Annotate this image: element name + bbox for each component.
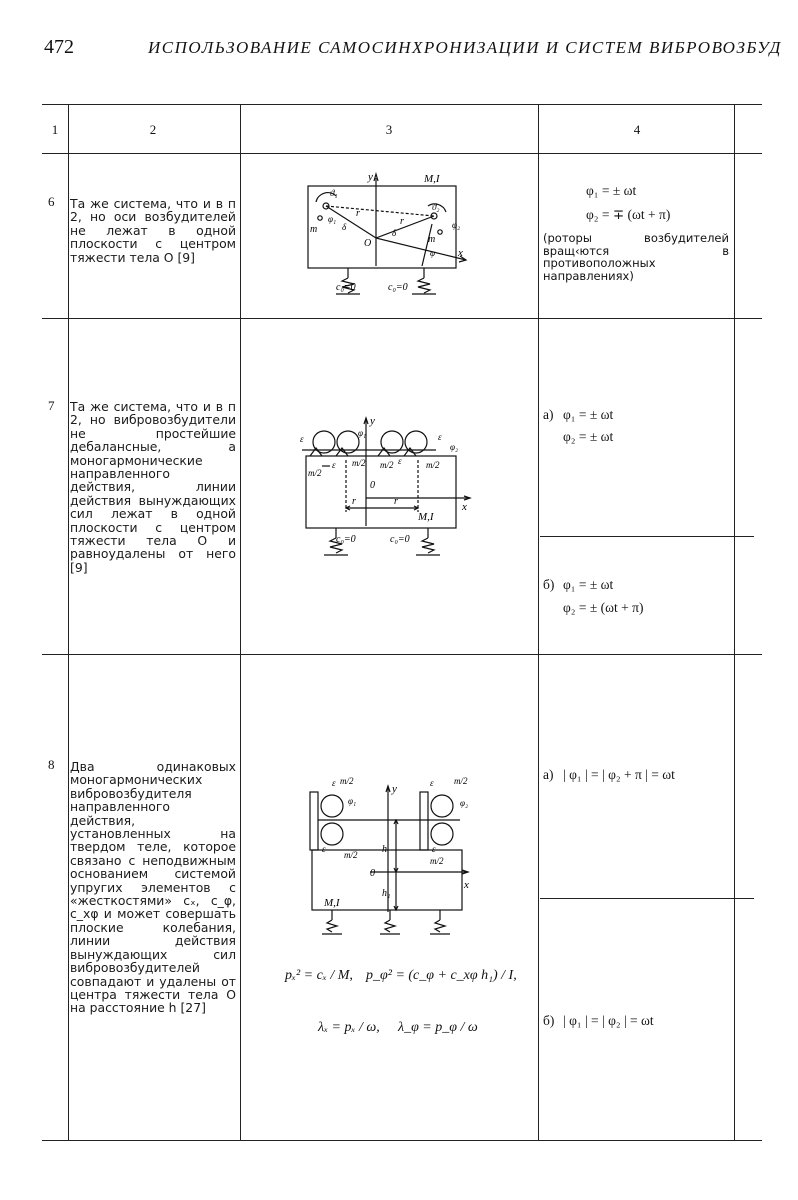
row-8-description: Два одинаковых моногармонических вибровозбудителя направленного действия, установленных на твердом теле, которое связано с неподвижным основанием системой упругих элементов с «жесткостями» cₓ, c_φ, c_xφ и может совершать плоские колебания, линии действия вынуждающих сил вибровозбудителей совпадают и удалены от центра тяжести тела О на расстояние h [27] [70, 759, 236, 1016]
fig6-theta2-label: ϑ₂ [432, 202, 440, 212]
table-bottom-rule [42, 1140, 762, 1141]
row-6-description: Та же система, что и в п 2, но оси возбудителей не лежат в одной плоскости с центром тяжести тела О [9] [70, 196, 236, 265]
fig7-x-label: x [462, 501, 467, 513]
fig8-y-label: y [392, 783, 397, 795]
col-rule-2 [240, 104, 241, 1140]
row-7b-phase-1: φ₁ = ± ωt [563, 577, 614, 592]
fig7-m4-label: m/2 [380, 460, 394, 470]
row-8-figure [300, 772, 480, 944]
fig7-phi2-label: φ₂ [450, 442, 459, 452]
row-6-phase-2: φ₂ = ∓ (ωt + π) [586, 207, 671, 222]
row-7-number: 7 [48, 398, 55, 413]
row-6-figure [296, 166, 476, 302]
row-8a-phase: | φ₁ | = | φ₂ + π | = ωt [563, 767, 675, 782]
formula-px: pₓ² = cₓ / M, [285, 968, 353, 983]
fig8-m4-label: m/2 [430, 856, 444, 866]
fig7-origin-label: 0 [370, 480, 375, 491]
running-head: ИСПОЛЬЗОВАНИЕ САМОСИНХРОНИЗАЦИИ И СИСТЕМ ВИБРОВОЗБУД [148, 38, 782, 57]
fig8-origin-label: 0 [370, 868, 375, 879]
fig8-phi2-label: φ₂ [460, 798, 469, 808]
fig6-phi-label: φ [430, 248, 435, 258]
fig7-r2-label: r [394, 496, 398, 507]
fig6-m2-label: m [428, 234, 436, 245]
fig8-m1-label: m/2 [340, 776, 354, 786]
formula-lambda-x: λₓ = pₓ / ω, [318, 1020, 380, 1035]
fig7-e3-label: ε [398, 456, 402, 466]
fig7-phi1-label: φ₁ [358, 428, 367, 438]
fig7-m3-label: m/2 [426, 460, 440, 470]
fig7-mass-label: M,I [418, 511, 434, 523]
row-8b-phase: | φ₁ | = | φ₂ | = ωt [563, 1013, 654, 1028]
fig8-e1-label: ε [332, 778, 336, 788]
col-rule-1 [68, 104, 69, 1140]
fig6-delta2-label: δ [392, 228, 397, 238]
fig8-h-label: h [382, 844, 387, 855]
fig8-phi1-label: φ₁ [348, 796, 357, 806]
fig6-r1-label: r [356, 208, 360, 219]
row-7b-phase-2: φ₂ = ± (ωt + π) [563, 600, 644, 615]
variant-label: а) [543, 407, 554, 422]
row-7-rule [42, 654, 762, 655]
fig7-y-label: y [370, 415, 375, 427]
row-7-variant-rule [540, 536, 754, 537]
row-7a-phase-1: φ₁ = ± ωt [563, 407, 614, 422]
column-header-2: 2 [149, 122, 157, 137]
column-header-4: 4 [633, 122, 641, 137]
fig6-phi1-label: φ₁ [328, 214, 337, 224]
fig6-theta1-label: ϑ₁ [330, 188, 338, 198]
variant-label: а) [543, 767, 554, 782]
fig6-r2-label: r [400, 216, 404, 227]
fig6-spring2-label: c₀=0 [388, 282, 408, 293]
col-rule-3 [538, 104, 539, 1140]
formula-lambda-phi: λ_φ = p_φ / ω [398, 1020, 478, 1035]
row-6-rule [42, 318, 762, 319]
row-6-number: 6 [48, 194, 55, 209]
fig6-phi2-label: φ₂ [452, 220, 461, 230]
column-header-3: 3 [385, 122, 393, 137]
fig7-spring2-label: c₀=0 [390, 534, 410, 545]
row-7a-phase-2: φ₂ = ± ωt [563, 429, 614, 444]
fig7-m1-label: m/2 [308, 468, 322, 478]
fig8-x-label: x [464, 879, 469, 891]
fig6-origin-label: O [364, 238, 372, 249]
row-8-variant-rule [540, 898, 754, 899]
fig6-m1-label: m [310, 224, 318, 235]
page-number: 472 [44, 36, 74, 58]
variant-label: б) [543, 577, 555, 592]
formula-pphi: p_φ² = (c_φ + c_xφ h₁) / I, [366, 968, 517, 983]
row-7-figure [296, 412, 476, 562]
fig8-e2-label: ε [322, 844, 326, 854]
fig6-x-label: x [458, 247, 463, 259]
row-6-phase-1: φ₁ = ± ωt [586, 183, 637, 198]
row-6-note: (роторы возбудителей вращ‹ются в противоположных направлениях) [543, 231, 729, 283]
row-8-number: 8 [48, 757, 55, 772]
fig8-mass-label: M,I [324, 897, 340, 909]
fig6-delta1-label: δ [342, 222, 347, 232]
fig7-e2-label: ε [332, 460, 336, 470]
fig7-r1-label: r [352, 496, 356, 507]
fig7-e1-label: ε [300, 434, 304, 444]
fig7-spring1-label: c₀=0 [336, 534, 356, 545]
fig6-spring1-label: c₀=0 [336, 282, 356, 293]
table-top-rule [42, 104, 762, 105]
fig8-m2-label: m/2 [344, 850, 358, 860]
header-rule [42, 153, 762, 154]
row-7-description: Та же система, что и в п 2, но вибровозбудители не простейшие дебалансные, а моногармонические направленного действия, линии действия вынуждающих сил лежат в одной плоскости с центром тяжести тела О и равноудалены от него [9] [70, 399, 236, 575]
col-rule-4 [734, 104, 735, 1140]
fig8-m3-label: m/2 [454, 776, 468, 786]
variant-label: б) [543, 1013, 555, 1028]
x-axis [376, 238, 466, 260]
fig8-e3-label: ε [430, 778, 434, 788]
radius-right [376, 216, 434, 238]
fig8-h1-label: h₁ [382, 888, 391, 899]
fig7-m2-label: m/2 [352, 458, 366, 468]
fig8-e4-label: ε [432, 844, 436, 854]
fig7-e4-label: ε [438, 432, 442, 442]
fig6-y-label: y [368, 171, 373, 183]
fig6-mass-label: M,I [424, 173, 440, 185]
column-header-1: 1 [51, 122, 59, 137]
